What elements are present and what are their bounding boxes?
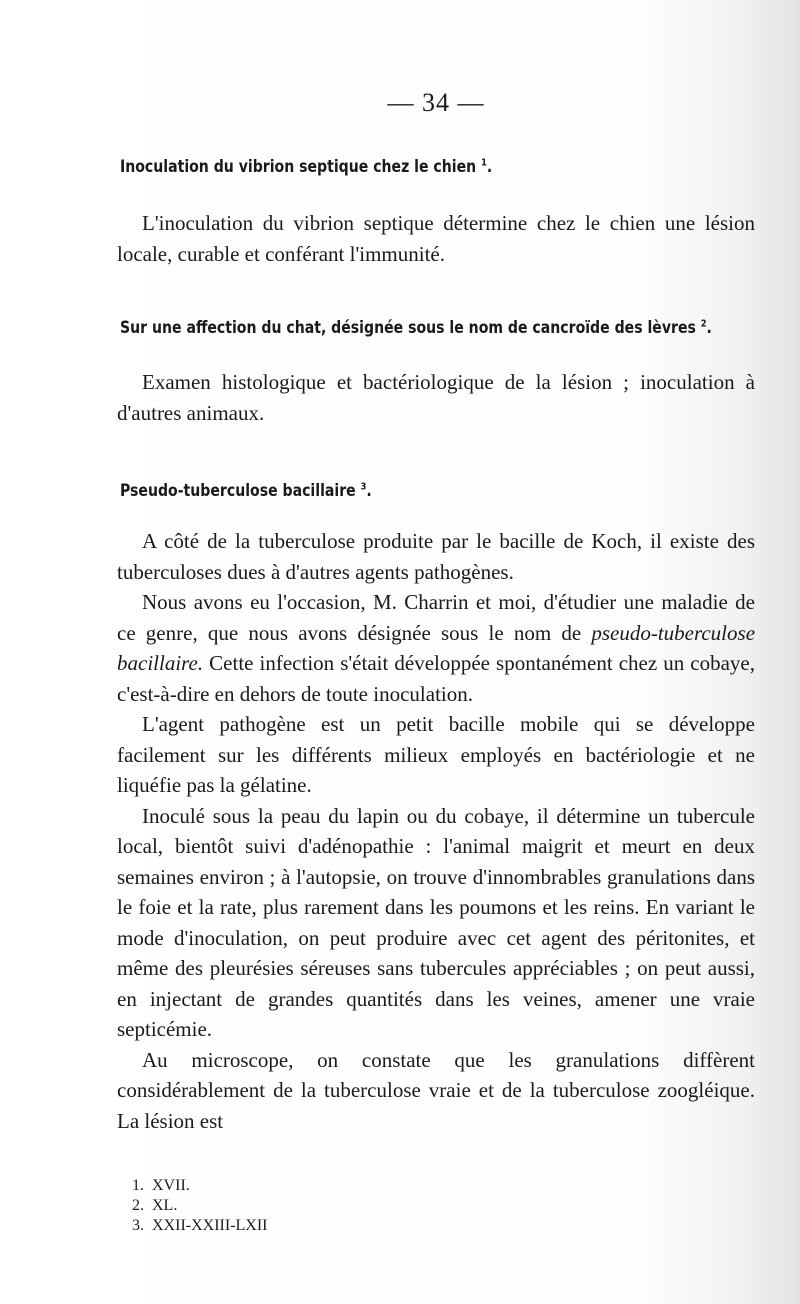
section-heading: Inoculation du vibrion septique chez le chien $^1$.	[120, 157, 493, 177]
footnote-number: 1.	[132, 1177, 144, 1194]
paragraph-text: Nous avons eu l'occasion, M. Charrin et moi, d'étudier une maladie de ce genre, que nous avons désignée sous le nom de	[117, 590, 755, 645]
paragraph: A côté de la tuberculose produite par le bacille de Koch, il existe des tuberculoses dues à d'autres agents pathogènes.	[117, 529, 755, 584]
footnote	[117, 1196, 417, 1216]
paragraph	[117, 587, 755, 709]
page-number: — 34 —	[387, 88, 485, 117]
footnote-number: 2.	[132, 1197, 144, 1214]
heading-text: Sur une affection du chat, désignée sous le nom de cancroïde des lèvres	[120, 318, 696, 338]
footnote-text: XVII.	[152, 1177, 190, 1194]
footnotes	[117, 1176, 417, 1236]
paragraph: Examen histologique et bactériologique de la lésion ; inoculation à d'autres animaux.	[117, 370, 755, 425]
footnote-number: 3.	[132, 1217, 144, 1234]
section-heading: Sur une affection du chat, désignée sous le nom de cancroïde des lèvres $^2$.	[120, 318, 712, 338]
footnote	[117, 1216, 417, 1236]
heading-text: Pseudo-tuberculose bacillaire	[120, 481, 356, 501]
footnote-ref: 3	[360, 481, 367, 493]
footnote-text: XXII-XXIII-LXII	[152, 1217, 268, 1234]
paragraph-text: Cette infection s'était développée spontanément chez un cobaye, c'est-à-dire en dehors de toute inoculation.	[117, 651, 755, 706]
footnote-text: XL.	[152, 1197, 178, 1214]
footnote-ref: 2	[700, 318, 707, 330]
section-heading: Pseudo-tuberculose bacillaire $^3$.	[120, 481, 372, 501]
italic-term: pseudo-tuberculose bacillaire.	[117, 620, 756, 675]
paragraph: Au microscope, on constate que les granulations diffèrent considérablement de la tuberculose vraie et de la tuberculose zoogléique. La lésion est	[117, 1047, 755, 1133]
footnote	[117, 1176, 417, 1196]
paragraph: Inoculé sous la peau du lapin ou du cobaye, il détermine un tubercule local, bientôt suivi d'adénopathie : l'animal maigrit et meurt en deux semaines environ ; à l'autopsie, on trouve d'innombrables granulations dans le foie et la rate, plus rarement dans les poumons et les reins. En variant le mode d'inoculation, on peut produire avec cet agent des péritonites, et même des pleurésies séreuses sans tubercules appréciables ; on peut aussi, en injectant de grandes quantités dans les veines, amener une vraie septicémie.	[117, 803, 755, 1041]
heading-text: Inoculation du vibrion septique chez le chien	[120, 157, 477, 177]
paragraph: L'inoculation du vibrion septique détermine chez le chien une lésion locale, curable et conférant l'immunité.	[117, 211, 755, 266]
footnote-ref: 1	[481, 157, 487, 169]
page-body	[117, 155, 755, 1136]
paragraph: L'agent pathogène est un petit bacille mobile qui se développe facilement sur les différents milieux employés en bactériologie et ne liquéfie pas la gélatine.	[117, 712, 755, 797]
